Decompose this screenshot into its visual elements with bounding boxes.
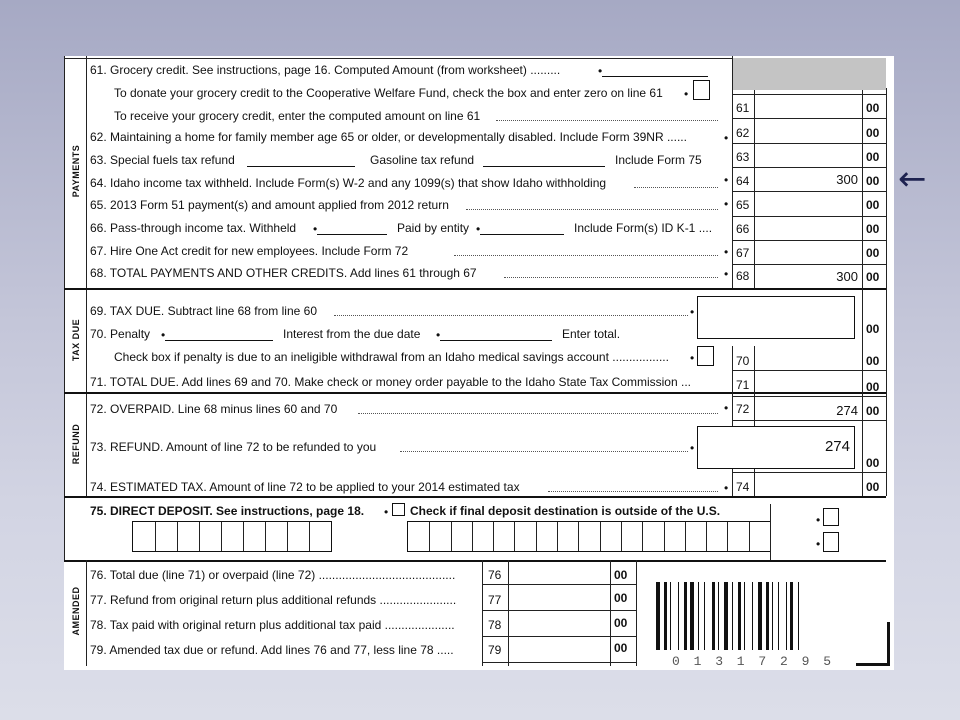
line-number-66: 66 [736,222,750,236]
section-label-divider [86,56,87,496]
line-75-text: 75. DIRECT DEPOSIT. See instructions, page 18. [90,504,365,518]
row-line [482,584,636,585]
line-61-donate-text: To donate your grocery credit to the Cooperative Welfare Fund, check the box and enter zero on line 61 [114,86,663,100]
col-divider-a2 [732,346,733,496]
col-divider [770,504,771,560]
interest-text: Interest from the due date [283,327,421,341]
cents-78: 00 [614,616,628,630]
line-78-text: 78. Tax paid with original return plus additional tax paid ..................... [90,618,455,632]
checking-checkbox[interactable] [823,508,839,526]
enter-total-text: Enter total. [562,327,621,341]
section-label-refund: REFUND [71,423,81,465]
barcode-bar [684,582,687,650]
barcode-bar [656,582,660,650]
line-number-79: 79 [488,643,502,657]
row-line [482,636,636,637]
col-divider [508,560,509,666]
digit-cell-divider [685,522,686,551]
digit-cell-divider [664,522,665,551]
bullet: • [690,305,695,319]
row-line [733,143,886,144]
left-border [64,56,65,560]
cents-73: 00 [866,456,880,470]
bullet: • [690,351,695,365]
row-line [733,191,886,192]
special-fuels-field[interactable] [247,166,355,167]
row-line [733,472,886,473]
row-line [733,118,886,119]
line-number-64: 64 [736,174,750,188]
row-line [733,264,886,265]
barcode-bar [690,582,694,650]
bullet: • [724,245,729,259]
digit-cell-divider [243,522,244,551]
barcode-bar [718,582,719,650]
line-77-text: 77. Refund from original return plus additional refunds ....................... [90,593,457,607]
digit-cell-divider [287,522,288,551]
line-66-text: 66. Pass-through income tax. Withheld [90,221,297,235]
amount-72[interactable]: 274 [836,403,858,418]
digit-cell-divider [265,522,266,551]
dot-leader [504,277,718,278]
dot-leader [634,187,718,188]
line-number-70: 70 [736,354,750,368]
line-79-text: 79. Amended tax due or refund. Add lines 76 and 77, less line 78 ..... [90,643,454,657]
dot-leader [454,255,718,256]
digit-cell-divider [429,522,430,551]
line-74-text: 74. ESTIMATED TAX. Amount of line 72 to be applied to your 2014 estimated tax [90,480,520,494]
barcode-bar [766,582,769,650]
line-61-receive-text: To receive your grocery credit, enter the computed amount on line 61 [114,109,481,123]
grey-shade [733,58,886,90]
cents-67: 00 [866,246,880,260]
digit-cell-divider [177,522,178,551]
row-line [733,240,886,241]
cents-63: 00 [866,150,880,164]
digit-cell-divider [451,522,452,551]
line-number-65: 65 [736,198,750,212]
line-69-amount-box[interactable] [697,296,855,339]
paid-by-entity-text: Paid by entity [397,221,470,235]
outside-us-checkbox[interactable] [392,503,405,516]
arrow-left-icon: ← [898,159,927,199]
section-label-tax-due: TAX DUE [71,318,81,362]
include-form-75-text: Include Form 75 [615,153,702,167]
outside-us-text: Check if final deposit destination is outside of the U.S. [410,504,721,518]
line-61-computed-field[interactable] [602,76,708,77]
line-number-67: 67 [736,246,750,260]
dot-leader [496,120,718,121]
digit-cell-divider [155,522,156,551]
amended-label-divider [86,560,87,666]
cents-76: 00 [614,568,628,582]
bullet: • [690,441,695,455]
line-number-77: 77 [488,593,502,607]
cents-77: 00 [614,591,628,605]
cents-70: 00 [866,354,880,368]
digit-cell-divider [642,522,643,551]
barcode-bar [758,582,762,650]
row-line [733,94,886,95]
bullet: • [313,222,318,236]
penalty-checkbox[interactable] [697,346,714,366]
barcode [656,582,836,652]
line-69-text: 69. TAX DUE. Subtract line 68 from line 60 [90,304,317,318]
barcode-bar [786,582,787,650]
row-line [733,167,886,168]
line-73-text: 73. REFUND. Amount of line 72 to be refunded to you [90,440,377,454]
bullet: • [724,131,729,145]
bullet: • [816,537,821,551]
gasoline-tax-text: Gasoline tax refund [370,153,475,167]
bullet: • [436,328,441,342]
paid-by-entity-field[interactable] [480,234,564,235]
line-68-text: 68. TOTAL PAYMENTS AND OTHER CREDITS. Add lines 61 through 67 [90,266,477,280]
col-divider-c2 [862,288,863,496]
line-number-62: 62 [736,126,750,140]
barcode-bar [738,582,741,650]
barcode-bar [752,582,753,650]
savings-checkbox[interactable] [823,532,839,552]
section-label-payments: PAYMENTS [71,144,81,198]
cents-69: 00 [866,322,880,336]
digit-cell-divider [706,522,707,551]
section-separator [64,288,886,290]
row-line [733,216,886,217]
barcode-bar [744,582,745,650]
line-76-text: 76. Total due (line 71) or overpaid (line 72) ......................................... [90,568,456,582]
digit-cell-divider [514,522,515,551]
col-divider-d2 [886,288,887,496]
barcode-bar [670,582,671,650]
digit-cell-divider [536,522,537,551]
line-65-text: 65. 2013 Form 51 payment(s) and amount applied from 2012 return [90,198,449,212]
dot-leader [358,413,718,414]
top-border [64,58,732,59]
row-line [733,420,886,421]
withheld-field[interactable] [317,234,387,235]
bullet: • [816,513,821,527]
tax-form [64,56,894,670]
barcode-bar [698,582,699,650]
col-divider [610,560,611,666]
row-line [482,662,636,663]
digit-cell-divider [472,522,473,551]
section-separator [64,496,886,498]
line-70-text: 70. Penalty [90,327,151,341]
line-70-checkbox-text: Check box if penalty is due to an ineligible withdrawal from an Idaho medical savings account ................. [114,350,669,364]
digit-cell-divider [727,522,728,551]
bullet: • [161,328,166,342]
bullet: • [724,267,729,281]
barcode-bar [772,582,773,650]
line-number-61: 61 [736,101,750,115]
amount-68[interactable]: 300 [836,269,858,284]
penalty-field[interactable] [165,340,273,341]
bullet: • [384,505,389,519]
section-separator [64,392,886,394]
col-divider-b2 [754,346,755,496]
dot-leader [334,315,688,316]
gasoline-tax-field[interactable] [483,166,605,167]
line-63-text: 63. Special fuels tax refund [90,153,235,167]
line-71-text: 71. TOTAL DUE. Add lines 69 and 70. Make check or money order payable to the Idaho State Tax Commission ... [90,375,691,389]
row-line [482,610,636,611]
col-divider-a [732,56,733,288]
dot-leader [548,491,718,492]
col-divider-d [886,88,887,288]
line-number-63: 63 [736,150,750,164]
cents-62: 00 [866,126,880,140]
barcode-bar [778,582,779,650]
bullet: • [724,197,729,211]
include-k1-text: Include Form(s) ID K-1 .... [574,221,713,235]
cents-64: 00 [866,174,880,188]
digit-cell-divider [557,522,558,551]
barcode-bar [678,582,679,650]
account-number-field[interactable] [407,521,771,552]
digit-cell-divider [493,522,494,551]
bullet: • [724,173,729,187]
line-number-78: 78 [488,618,502,632]
line-number-68: 68 [736,269,750,283]
col-divider [636,560,637,666]
line-number-71: 71 [736,378,750,392]
donate-checkbox[interactable] [693,80,710,100]
cents-72: 00 [866,404,880,418]
barcode-digits: 0 1 3 1 7 2 9 5 [672,654,832,669]
line-67-text: 67. Hire One Act credit for new employees. Include Form 72 [90,244,409,258]
section-label-amended: AMENDED [71,586,81,636]
line-64-text: 64. Idaho income tax withheld. Include Form(s) W-2 and any 1099(s) that show Idaho withholding [90,176,607,190]
cents-65: 00 [866,198,880,212]
col-divider [482,560,483,666]
barcode-bar [790,582,793,650]
dot-leader [400,451,688,452]
digit-cell-divider [309,522,310,551]
digit-cell-divider [199,522,200,551]
digit-cell-divider [749,522,750,551]
line-number-72: 72 [736,402,750,416]
corner-registration-mark [856,622,890,666]
bullet: • [476,222,481,236]
cents-74: 00 [866,480,880,494]
barcode-bar [798,582,799,650]
bullet: • [684,87,689,101]
cents-66: 00 [866,222,880,236]
line-72-text: 72. OVERPAID. Line 68 minus lines 60 and 70 [90,402,338,416]
line-number-76: 76 [488,568,502,582]
cents-71: 00 [866,380,880,394]
row-line [733,396,886,397]
cents-68: 00 [866,270,880,284]
barcode-bar [724,582,728,650]
dot-leader [466,209,718,210]
barcode-bar [704,582,705,650]
digit-cell-divider [621,522,622,551]
digit-cell-divider [221,522,222,551]
line-61-text: 61. Grocery credit. See instructions, page 16. Computed Amount (from worksheet) ......... [90,63,561,77]
bullet: • [724,401,729,415]
barcode-bar [732,582,733,650]
line-number-74: 74 [736,480,750,494]
amount-73[interactable]: 274 [824,438,850,455]
interest-field[interactable] [440,340,552,341]
digit-cell-divider [600,522,601,551]
amount-64[interactable]: 300 [836,172,858,187]
barcode-bar [712,582,715,650]
digit-cell-divider [578,522,579,551]
bullet: • [598,64,603,78]
cents-61: 00 [866,101,880,115]
row-line [733,370,886,371]
section-separator [64,560,886,562]
routing-number-field[interactable] [132,521,332,552]
bullet: • [724,481,729,495]
line-62-text: 62. Maintaining a home for family member age 65 or older, or developmentally disabled. Include Form 39NR ...... [90,130,687,144]
cents-79: 00 [614,641,628,655]
barcode-bar [664,582,667,650]
